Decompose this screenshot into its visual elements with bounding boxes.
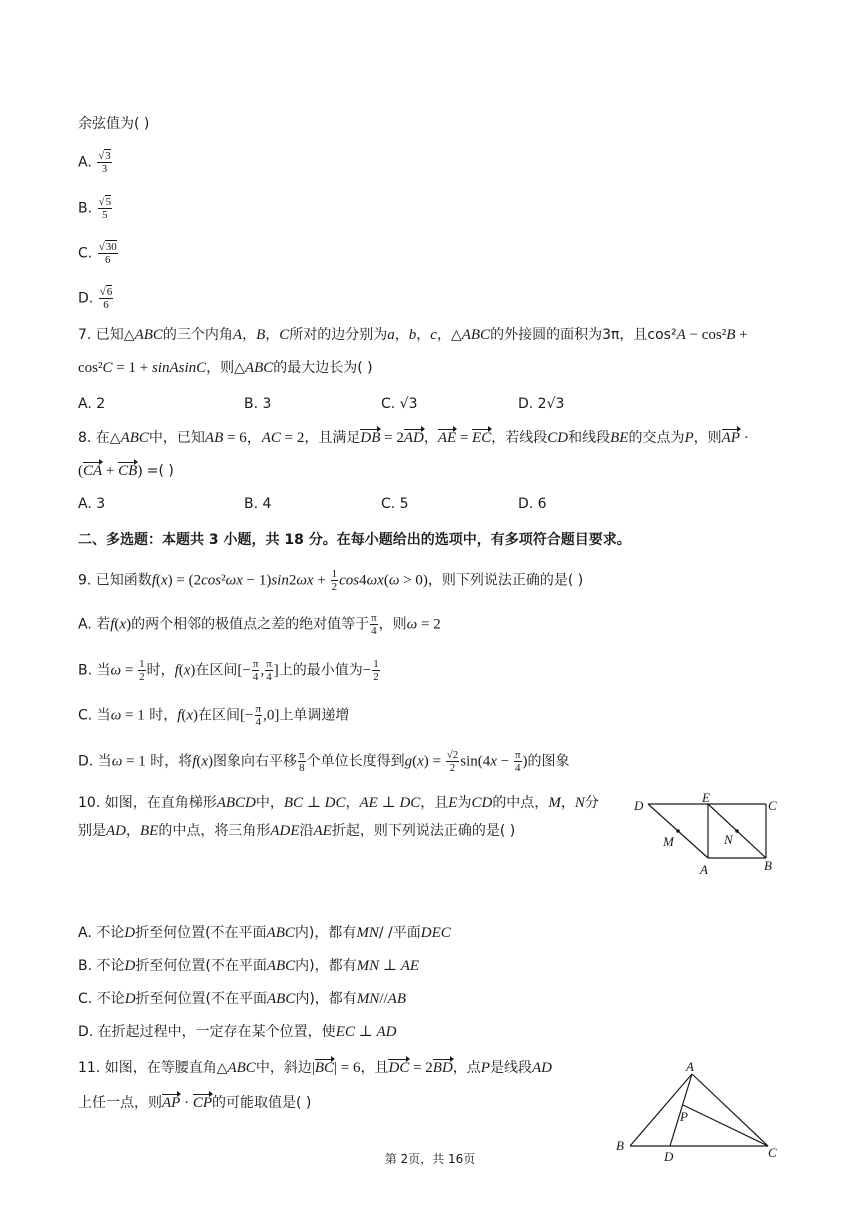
fig10-label-c: C bbox=[768, 798, 777, 813]
q7-stem-line2: cos²C = 1 + sinAsinC，则△ABC的最大边长为( ) bbox=[78, 360, 373, 376]
q7-option-a: A. 2 bbox=[78, 396, 106, 412]
q7-option-b: B. 3 bbox=[244, 396, 272, 412]
fig11-label-b: B bbox=[616, 1138, 624, 1153]
fig10-label-n: N bbox=[724, 832, 733, 847]
q11-stem-line2: 上任一点，则AP · CP的可能取值是( ) bbox=[78, 1095, 312, 1111]
q8-option-c: C. 5 bbox=[381, 496, 409, 512]
q6-option-a: A. $\frac{√3}{3}$ bbox=[78, 150, 111, 175]
q6-stem-tail: 余弦值为( ) bbox=[78, 116, 150, 132]
fig10-label-d: D bbox=[634, 798, 644, 813]
q10-option-a: A. 不论D折至何位置(不在平面ABC内)，都有MN/ /平面DEC bbox=[78, 925, 451, 941]
q8-stem-line1: 8. 在△ABC中，已知AB = 6，AC = 2，且满足DB = 2AD，AE = EC，若线段CD和线段BE的交点为P，则AP · bbox=[78, 430, 749, 446]
edge-pc bbox=[683, 1105, 768, 1146]
q8-option-b: B. 4 bbox=[244, 496, 272, 512]
point-m bbox=[676, 829, 680, 833]
figure-trapezoid bbox=[630, 790, 780, 880]
fig10-label-e: E bbox=[702, 790, 710, 805]
q8-option-a: A. 3 bbox=[78, 496, 106, 512]
q10-stem-line1: 10. 如图，在直角梯形ABCD中，BC ⊥ DC，AE ⊥ DC，且E为CD的中点，M，N分 bbox=[78, 795, 599, 811]
q6-option-b: B. $\frac{√5}{5}$ bbox=[78, 196, 112, 221]
fig11-label-c: C bbox=[768, 1145, 777, 1160]
q9-option-d: D. 当ω = 1 时，将f(x)图象向右平移 $\frac{\pi}{8}$ 个单位长度得到g(x) = $\frac{√2}{2}$ sin(4x − $\frac{\pi}{4}$ )的图象 bbox=[78, 749, 570, 774]
point-n bbox=[735, 829, 739, 833]
q10-option-c: C. 不论D折至何位置(不在平面ABC内)，都有MN//AB bbox=[78, 991, 406, 1007]
q7-option-d: D. 2√3 bbox=[518, 396, 565, 412]
section-2-heading: 二、多选题：本题共 3 小题，共 18 分。在每小题给出的选项中，有多项符合题目要求。 bbox=[78, 532, 631, 548]
q7-option-c: C. √3 bbox=[381, 396, 418, 412]
fig10-label-a: A bbox=[700, 862, 708, 877]
page-footer: 第 2页，共 16页 bbox=[384, 1152, 476, 1166]
q6-option-c: C. $\frac{√30}{6}$ bbox=[78, 241, 117, 266]
fig11-label-p: P bbox=[680, 1109, 688, 1124]
q9-option-b: B. 当ω = $\frac{1}{2}$ 时，f(x)在区间[− $\frac{\pi}{4}$ , $\frac{\pi}{4}$ ]上的最小值为− $\frac{1}{2}$ bbox=[78, 658, 379, 683]
q6-option-d: D. $\frac{√6}{6}$ bbox=[78, 286, 113, 311]
edge-ac bbox=[692, 1074, 768, 1146]
fig11-label-d: D bbox=[664, 1149, 674, 1164]
q8-stem-line2: (CA + CB) =( ) bbox=[78, 463, 174, 479]
q10-stem-line2: 别是AD，BE的中点，将三角形ADE沿AE折起，则下列说法正确的是( ) bbox=[78, 823, 516, 839]
fig11-label-a: A bbox=[686, 1060, 694, 1074]
q9-option-c: C. 当ω = 1 时，f(x)在区间[− $\frac{\pi}{4}$ ,0]上单调递增 bbox=[78, 703, 350, 728]
q10-option-d: D. 在折起过程中，一定存在某个位置，使EC ⊥ AD bbox=[78, 1024, 397, 1040]
fig10-label-m: M bbox=[663, 834, 674, 849]
q10-option-b: B. 不论D折至何位置(不在平面ABC内)，都有MN ⊥ AE bbox=[78, 958, 420, 974]
q9-option-a: A. 若f(x)的两个相邻的极值点之差的绝对值等于 $\frac{\pi}{4}$ ，则ω = 2 bbox=[78, 612, 441, 637]
q8-option-d: D. 6 bbox=[518, 496, 547, 512]
q11-stem-line1: 11. 如图，在等腰直角△ABC中，斜边|BC| = 6，且DC = 2BD，点P是线段AD bbox=[78, 1060, 552, 1076]
q9-stem: 9. 已知函数f(x) = (2cos²ωx − 1)sin2ωx + $\frac{1}{2}$ cos4ωx(ω > 0)，则下列说法正确的是( ) bbox=[78, 568, 584, 593]
q7-stem-line1: 7. 已知△ABC的三个内角A，B，C所对的边分别为a，b，c，△ABC的外接圆的面积为3π，且cos²A − cos²B + bbox=[78, 327, 748, 343]
fig10-label-b: B bbox=[764, 858, 772, 873]
